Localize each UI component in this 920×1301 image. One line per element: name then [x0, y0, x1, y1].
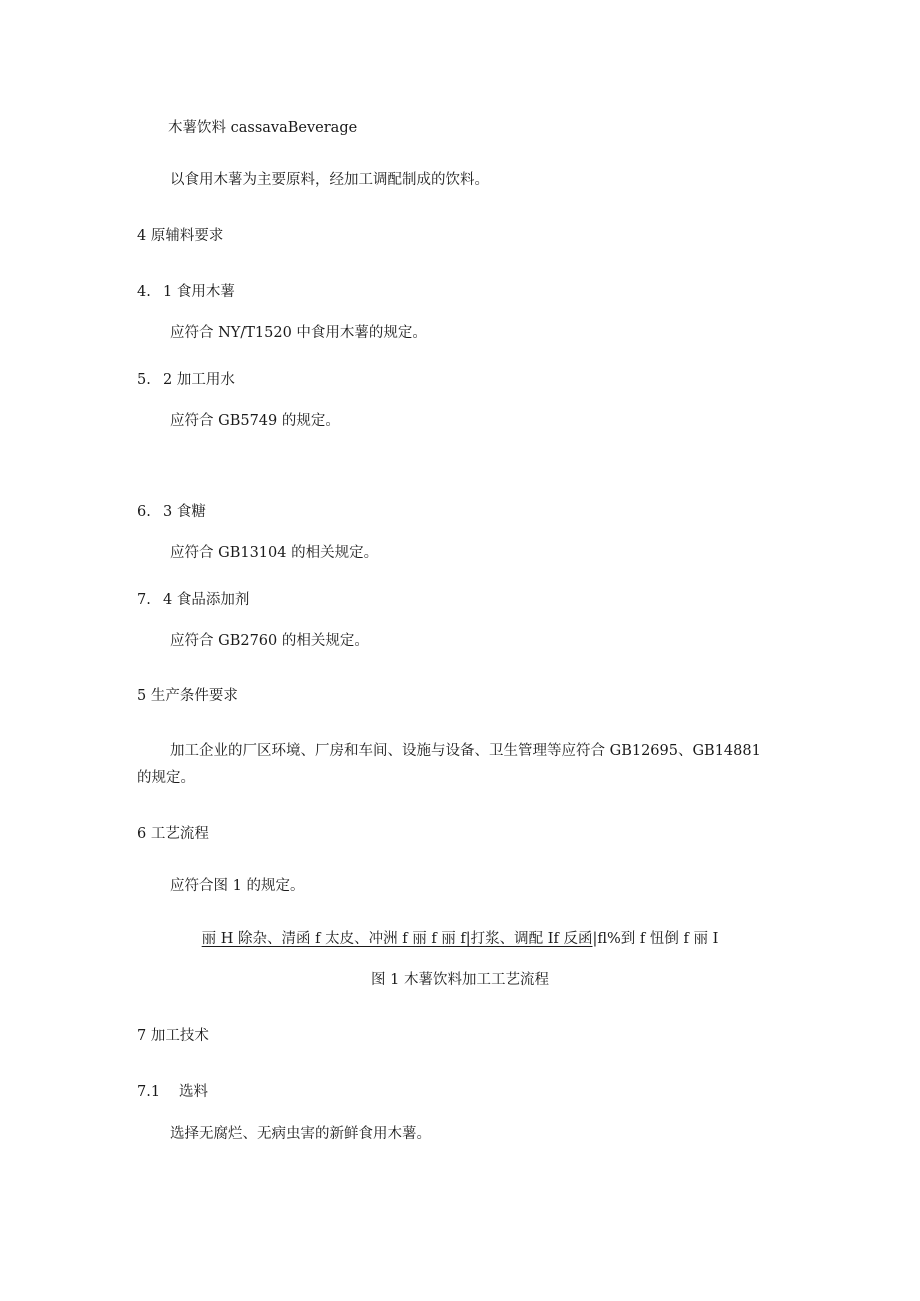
- term-definition: 以食用木薯为主要原料，经加工调配制成的饮料。: [170, 172, 489, 188]
- process-flow-steps: 丽 H 除杂、清函 f 太皮、冲洲 f 丽 f 丽 f|打浆、调配 If 反函: [201, 931, 593, 947]
- section-4-3-heading: [137, 502, 206, 522]
- section-4-4-text: 应符合 GB2760 的相关规定。: [170, 633, 369, 649]
- item-label: 2 加工用水: [163, 372, 235, 388]
- section-7-1-heading: [137, 1082, 208, 1102]
- section-5-text-line2: 的规定。: [137, 770, 195, 786]
- item-number: 6.: [137, 504, 151, 520]
- section-4-3-text: 应符合 GB13104 的相关规定。: [170, 545, 379, 561]
- section-5-text-line1: 加工企业的厂区环境、厂房和车间、设施与设备、卫生管理等应符合 GB12695、GB14881: [170, 743, 761, 759]
- process-flow-figure: [0, 929, 920, 949]
- section-5-heading: 5 生产条件要求: [137, 688, 238, 704]
- section-7-heading: 7 加工技术: [137, 1028, 209, 1044]
- section-4-1-heading: [137, 282, 235, 302]
- item-label: 3 食糖: [163, 504, 206, 520]
- section-7-1-text: 选择无腐烂、无病虫害的新鲜食用木薯。: [170, 1126, 431, 1142]
- section-4-4-heading: [137, 590, 249, 610]
- item-number: 7.1: [137, 1084, 161, 1100]
- process-flow-steps-end: |fl%到 f 忸倒 f 丽 I: [592, 931, 719, 947]
- item-number: 4.: [137, 284, 151, 300]
- section-6-heading: 6 工艺流程: [137, 826, 209, 842]
- section-6-text: 应符合图 1 的规定。: [170, 878, 305, 894]
- figure-caption: 图 1 木薯饮料加工工艺流程: [371, 972, 549, 988]
- section-4-heading: 4 原辅料要求: [137, 228, 224, 244]
- section-4-1-text: 应符合 NY/T1520 中食用木薯的规定。: [170, 325, 427, 341]
- section-4-2-text: 应符合 GB5749 的规定。: [170, 413, 340, 429]
- section-4-2-heading: [137, 370, 235, 390]
- item-label: 4 食品添加剂: [163, 592, 250, 608]
- item-label: 1 食用木薯: [163, 284, 235, 300]
- item-label: 选料: [179, 1084, 208, 1100]
- item-number: 5.: [137, 372, 151, 388]
- item-number: 7.: [137, 592, 151, 608]
- term-title: 木薯饮料 cassavaBeverage: [168, 120, 358, 136]
